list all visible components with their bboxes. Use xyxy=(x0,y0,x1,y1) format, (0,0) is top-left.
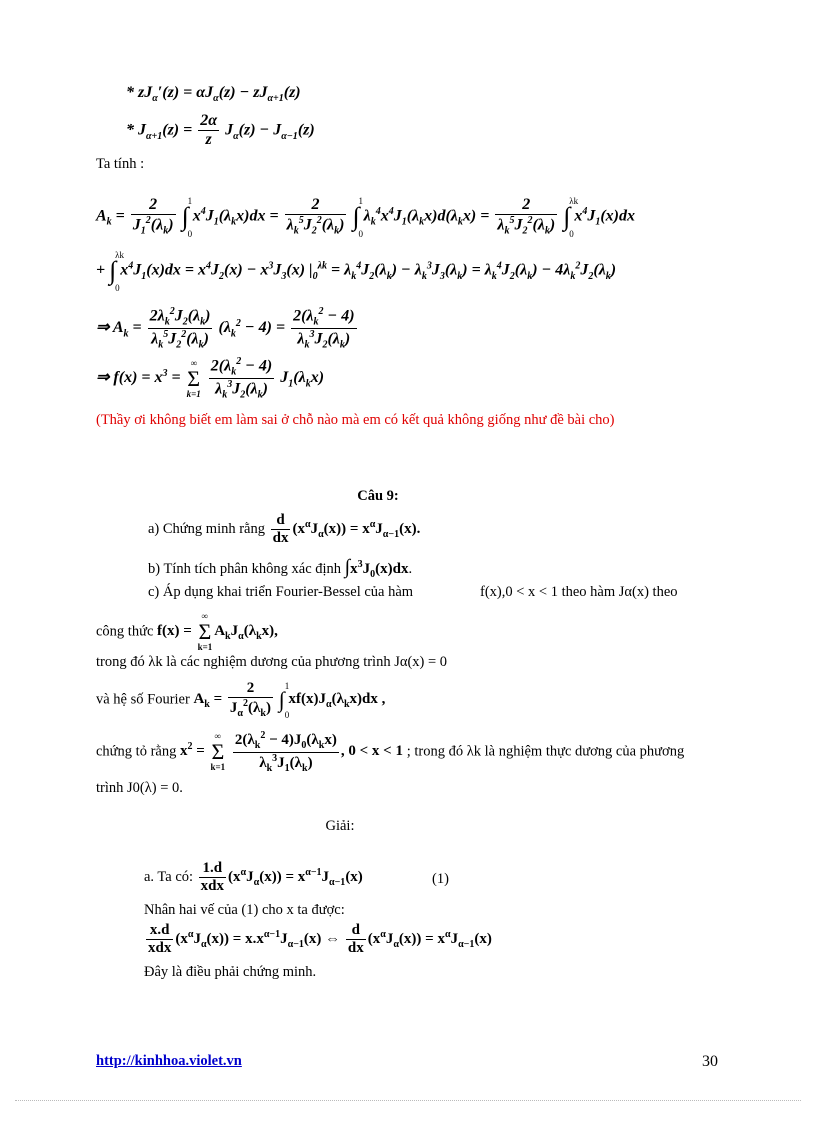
cong-thuc: công thức f(x) = ∞ Σ $k=1A_kJ_\alpha(\lambda_kx)$, xyxy=(96,611,278,652)
giai-title: Giải: xyxy=(325,818,355,834)
trinh: trình J0(λ) = 0. xyxy=(96,780,183,796)
formula-fx: ⇒ $f(x) = x^3$ = ∞ Σ k=1 $\frac{2(\lambda_k^2 - 4)}{\lambda_k^3J_2(\lambda_k)}$ $J_1(\lambda_kx)$ xyxy=(96,356,325,401)
nhan-text: Nhân hai vế của (1) cho x ta được: xyxy=(144,902,345,918)
cau-title: Câu 9: xyxy=(357,488,399,504)
part-b: b) Tính tích phân không xác định $\int x^3J_0(x)dx$. xyxy=(148,556,413,580)
footer-rule xyxy=(15,1100,801,1101)
chung-to: chứng tỏ rằng $x^2$ = ∞ Σ k=1 $\frac{2(\lambda_k^2 - 4)J_0(\lambda_kx)}{\lambda_k^3J_1(\lambda_k)}$ , 0 < x < 1 ; trong đó λk là nghiệm thực dương của phương xyxy=(96,730,685,774)
eq-label-1: (1) xyxy=(432,871,449,887)
part-c-tail: f(x),0 < x < 1 theo hàm Jα(x) theo xyxy=(480,584,678,600)
part-c: c) Áp dụng khai triển Fourier-Bessel của hàm xyxy=(148,584,414,600)
trong-do: trong đó λk là các nghiệm dương của phương trình Jα(x) = 0 xyxy=(96,654,448,670)
red-note: (Thầy ơi không biết em làm sai ở chỗ nào mà em có kết quả không giống như đề bài cho) xyxy=(96,412,615,428)
formula-ak: $A_k$ = $\frac{2}{J_1^2(\lambda_k)}$ ∫ 1 0 $x^4J_1(\lambda_kx)dx$ = $\frac{2}{\lambda_k^5J_2^2(\lambda_k)}$ ∫ 1 0 $\lambda_k^4x^4J_1(\lambda_kx)d(\lambda_kx)$ = $\frac{2}{\lambda_k^5J_2^2(\lambda_k)}$ ∫ λk 0 $x^4J_1(x)dx$ xyxy=(96,195,635,239)
he-so-fourier: và hệ số Fourier $A_k$ = $\frac{2}{J_\alpha^2(\lambda_k)}$ ∫ 1 0 $xf(x)J_\alpha(\lambda_kx)dx$ , xyxy=(96,680,386,720)
ta-tinh-text: Ta tính : xyxy=(96,156,145,172)
formula-recurrence-1: * $zJ_\alpha'(z) = \alpha J_\alpha(z) - zJ_{\alpha+1}(z)$ xyxy=(126,84,301,105)
formula-ak-result: ⇒ $A_k$ = $\frac{2\lambda_k^2J_2(\lambda_k)}{\lambda_k^5J_2^2(\lambda_k)}$ $(\lambda_k^2 - 4)$ = $\frac{2(\lambda_k^2 - 4)}{\lambda_k^3J_2(\lambda_k)}$ xyxy=(96,306,355,351)
formula-integral-eval: + ∫ λk 0 $x^4J_1(x)dx = x^4J_2(x) - x^3J_3(x) |_0^{\lambda k} = \lambda_k^4J_2(\lambda_k) - \lambda_k^3J_3(\lambda_k) = \lambda_k^4J_2(\lambda_k) - 4\lambda_k^2J_2(\lambda_k)$ xyxy=(96,250,617,293)
part-a: a) Chứng minh rằng $\frac{d}{dx}$ $(x^\alpha J_\alpha(x)) = x^\alpha J_{\alpha-1}(x)$. xyxy=(148,512,421,547)
footer-url-link[interactable]: http://kinhhoa.violet.vn xyxy=(96,1053,242,1069)
formula-multiply: $\frac{x.d}{\text{xdx}}$ $(x^\alpha J_\alpha(x)) = x.x^{\alpha-1}J_{\alpha-1}(x)$ ⇔ $\frac{d}{dx}$ $(x^\alpha J_\alpha(x)) = x^\alpha J_{\alpha-1}(x)$ xyxy=(148,922,492,957)
ta-co: a. Ta có: $\frac{1.d}{\text{xdx}}$ $(x^\alpha J_\alpha(x)) = x^{\alpha-1}J_{\alpha-1}(x)$ xyxy=(144,860,363,895)
formula-recurrence-2: * $J_{\alpha+1}(z)$ = $\frac{2\alpha}{z}$ $J_\alpha(z) - J_{\alpha-1}(z)$ xyxy=(126,112,315,149)
page-number: 30 xyxy=(702,1053,718,1070)
day-la: Đây là điều phải chứng minh. xyxy=(144,964,317,980)
